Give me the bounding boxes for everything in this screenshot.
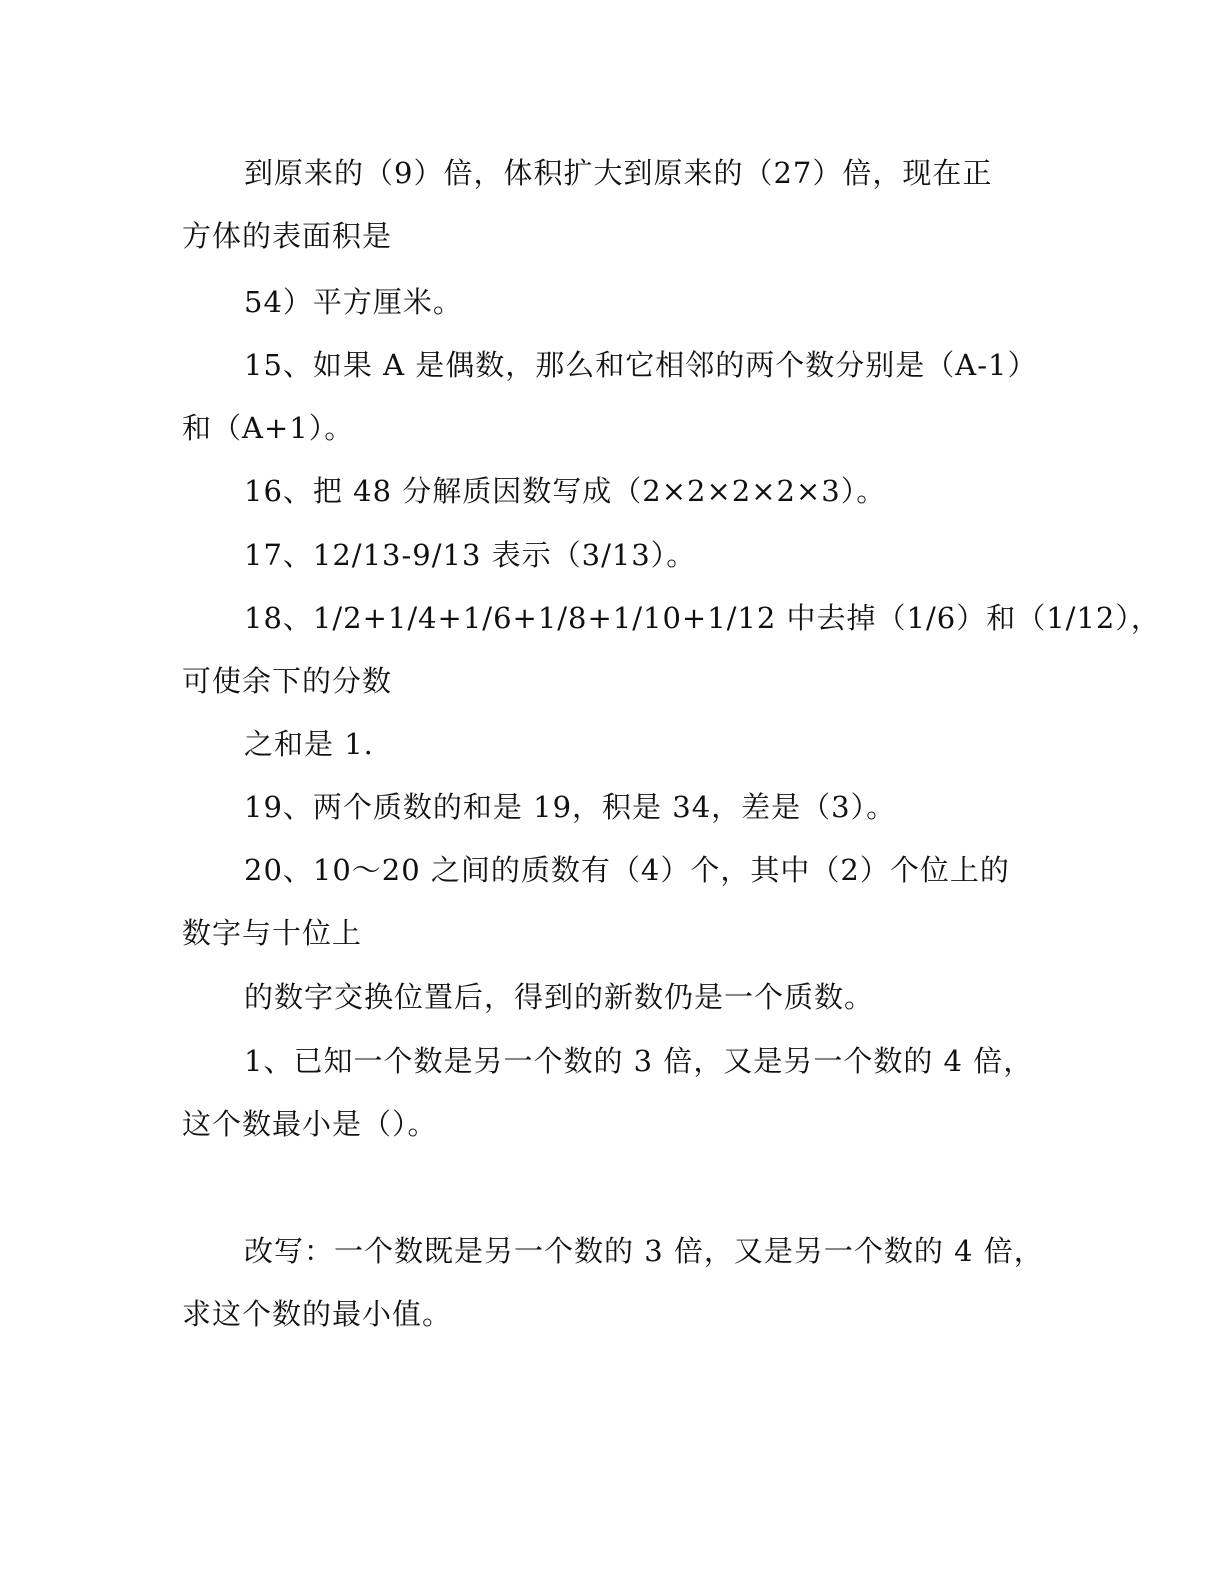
text-line: 这个数最小是（）。 <box>182 1107 438 1141</box>
text-line: 可使余下的分数 <box>182 664 393 698</box>
text-line: 到原来的（9）倍，体积扩大到原来的（27）倍，现在正 <box>244 156 993 190</box>
text-line: 数字与十位上 <box>182 916 363 950</box>
text-line: 改写：一个数既是另一个数的 3 倍，又是另一个数的 4 倍， <box>244 1234 1044 1268</box>
text-line: 15、如果 A 是偶数，那么和它相邻的两个数分别是（A-1） <box>244 348 1038 382</box>
text-line: 求这个数的最小值。 <box>182 1297 453 1331</box>
text-line: 54）平方厘米。 <box>244 285 463 319</box>
text-line: 17、12/13-9/13 表示（3/13）。 <box>244 538 697 572</box>
text-line: 之和是 1. <box>244 727 374 761</box>
text-line: 19、两个质数的和是 19，积是 34，差是（3）。 <box>244 790 897 824</box>
text-line: 和（A+1）。 <box>182 411 355 445</box>
text-line: 的数字交换位置后，得到的新数仍是一个质数。 <box>244 980 875 1014</box>
text-line: 20、10～20 之间的质数有（4）个，其中（2）个位上的 <box>244 853 1010 887</box>
text-line: 18、1/2+1/4+1/6+1/8+1/10+1/12 中去掉（1/6）和（1/12）， <box>244 601 1161 635</box>
text-line: 方体的表面积是 <box>182 219 393 253</box>
text-line: 1、已知一个数是另一个数的 3 倍，又是另一个数的 4 倍， <box>244 1044 1034 1078</box>
text-line: 16、把 48 分解质因数写成（2×2×2×2×3）。 <box>244 474 887 508</box>
